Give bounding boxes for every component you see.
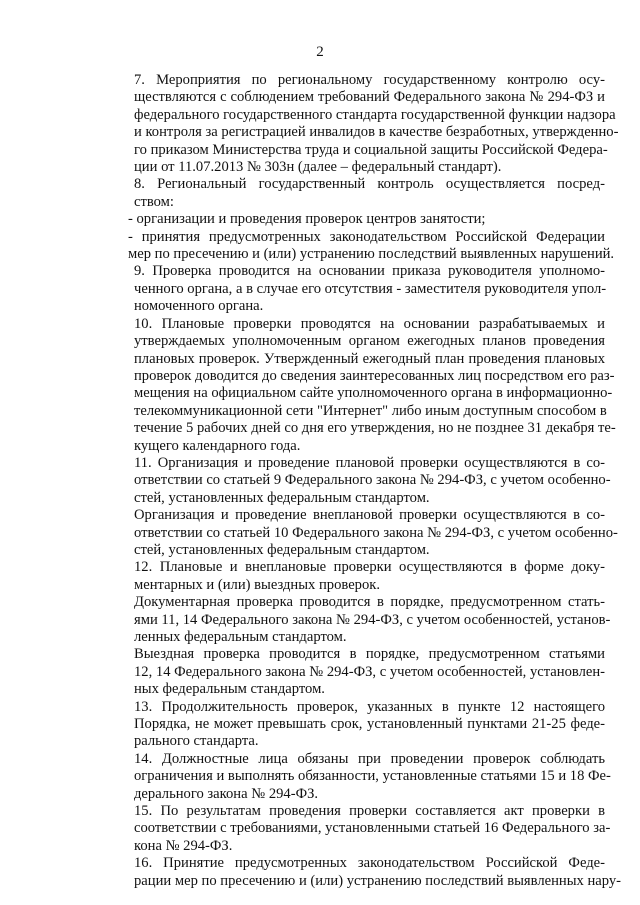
text-line: мещения на официальном сайте уполномоченного органа в информационно- — [134, 385, 613, 402]
text-line: ществляются с соблюдением требований Федерального закона № 294-ФЗ и — [134, 89, 605, 106]
paragraph — [103, 507, 618, 559]
paragraph — [103, 228, 615, 264]
text-line: кона № 294-ФЗ. — [134, 837, 233, 854]
text-line: ством: — [134, 193, 174, 210]
text-line: 12, 14 Федерального закона № 294-ФЗ, с учетом особенностей, установлен- — [134, 663, 605, 680]
text-line: 13. Продолжительность проверок, указанных в пункте 12 настоящего — [134, 698, 605, 715]
text-line: ограничения и выполнять обязанности, установленные статьями 15 и 18 Фе- — [134, 768, 611, 785]
text-line: рального стандарта. — [134, 733, 259, 750]
paragraph — [103, 855, 622, 890]
text-line: ченного органа, а в случае его отсутствия - заместителя руководителя упол- — [134, 280, 607, 297]
text-line: ментарных и (или) выездных проверок. — [134, 576, 380, 593]
text-line: 11. Организация и проведение плановой проверки осуществляются в со- — [134, 454, 605, 471]
text-line: 14. Должностные лица обязаны при проведении проверок соблюдать — [134, 750, 605, 767]
paragraph — [103, 211, 605, 228]
text-line: 12. Плановые и внеплановые проверки осуществляются в форме доку- — [134, 559, 605, 576]
paragraph — [103, 803, 611, 855]
paragraph — [103, 263, 605, 315]
text-line: 7. Мероприятия по региональному государственному контролю осу- — [134, 72, 605, 88]
text-line: стей, установленных федеральным стандартом. — [134, 541, 430, 558]
text-line: течение 5 рабочих дней со дня его утверждения, но не позднее 31 декабря те- — [134, 420, 616, 437]
paragraph — [103, 176, 605, 211]
paragraph — [103, 72, 619, 176]
text-line: плановых проверок. Утвержденный ежегодный план проведения плановых — [134, 350, 605, 367]
text-line: ответствии со статьей 10 Федерального закона № 294-ФЗ, с учетом особенно- — [134, 524, 618, 541]
text-line: номоченного органа. — [134, 298, 264, 315]
text-line: Организация и проведение внеплановой проверки осуществляются в со- — [134, 507, 605, 524]
text-line: кущего календарного года. — [134, 437, 301, 454]
paragraph — [103, 699, 605, 751]
text-line: ями 11, 14 Федерального закона № 294-ФЗ, с учетом особенностей, установ- — [134, 611, 611, 628]
text-line: проверок доводится до сведения заинтересованных лиц посредством его раз- — [134, 367, 615, 384]
text-line: ленных федеральным стандартом. — [134, 629, 347, 645]
paragraph — [103, 594, 611, 646]
text-line: рации мер по пресечению и (или) устранению последствий выявленных нару- — [134, 872, 622, 889]
page-number: 2 — [316, 44, 324, 60]
text-line: дерального закона № 294-ФЗ. — [134, 785, 319, 802]
text-line: 16. Принятие предусмотренных законодательством Российской Феде- — [134, 855, 605, 872]
paragraph — [103, 559, 605, 594]
text-line: стей, установленных федеральным стандартом. — [134, 489, 430, 506]
text-line: Порядка, не может превышать срок, установленный пунктами 21-25 феде- — [134, 716, 605, 733]
text-line: 8. Региональный государственный контроль осуществляется посред- — [134, 176, 605, 193]
text-line: ции от 11.07.2013 № 303н (далее – федеральный стандарт). — [134, 159, 502, 176]
text-line: утверждаемых уполномоченным органом ежегодных планов проведения — [134, 333, 605, 350]
text-line: Выездная проверка проводится в порядке, предусмотренном статьями — [134, 646, 605, 663]
paragraph — [103, 315, 616, 455]
paragraph — [103, 646, 605, 698]
paragraph — [103, 750, 611, 803]
text-line: мер по пресечению и (или) устранению последствий выявленных нарушений. — [128, 246, 615, 263]
text-line: телекоммуникационной сети "Интернет" либо иным доступным способом в — [134, 402, 607, 419]
text-line: федерального государственного стандарта государственной функции надзора — [134, 106, 616, 123]
text-line: 9. Проверка проводится на основании приказа руководителя уполномо- — [134, 263, 605, 280]
text-line: - принятия предусмотренных законодательством Российской Федерации — [128, 228, 605, 245]
text-line: Документарная проверка проводится в порядке, предусмотренном стать- — [134, 594, 605, 611]
text-line: и контроля за регистрацией инвалидов в качестве безработных, утвержденно- — [134, 124, 619, 141]
text-line: 15. По результатам проведения проверки составляется акт проверки в — [134, 803, 605, 820]
document-body — [103, 72, 622, 890]
text-line: го приказом Министерства труда и социальной защиты Российской Федера- — [134, 141, 608, 158]
text-line: ответствии со статьей 9 Федерального закона № 294-ФЗ, с учетом особенно- — [134, 472, 611, 489]
text-line: 10. Плановые проверки проводятся на основании разрабатываемых и — [134, 315, 605, 332]
text-line: ных федеральным стандартом. — [134, 681, 325, 698]
paragraph — [103, 454, 611, 507]
text-line: соответствии с требованиями, установленными статьей 16 Федерального за- — [134, 820, 611, 837]
text-line: - организации и проведения проверок центров занятости; — [128, 211, 486, 228]
